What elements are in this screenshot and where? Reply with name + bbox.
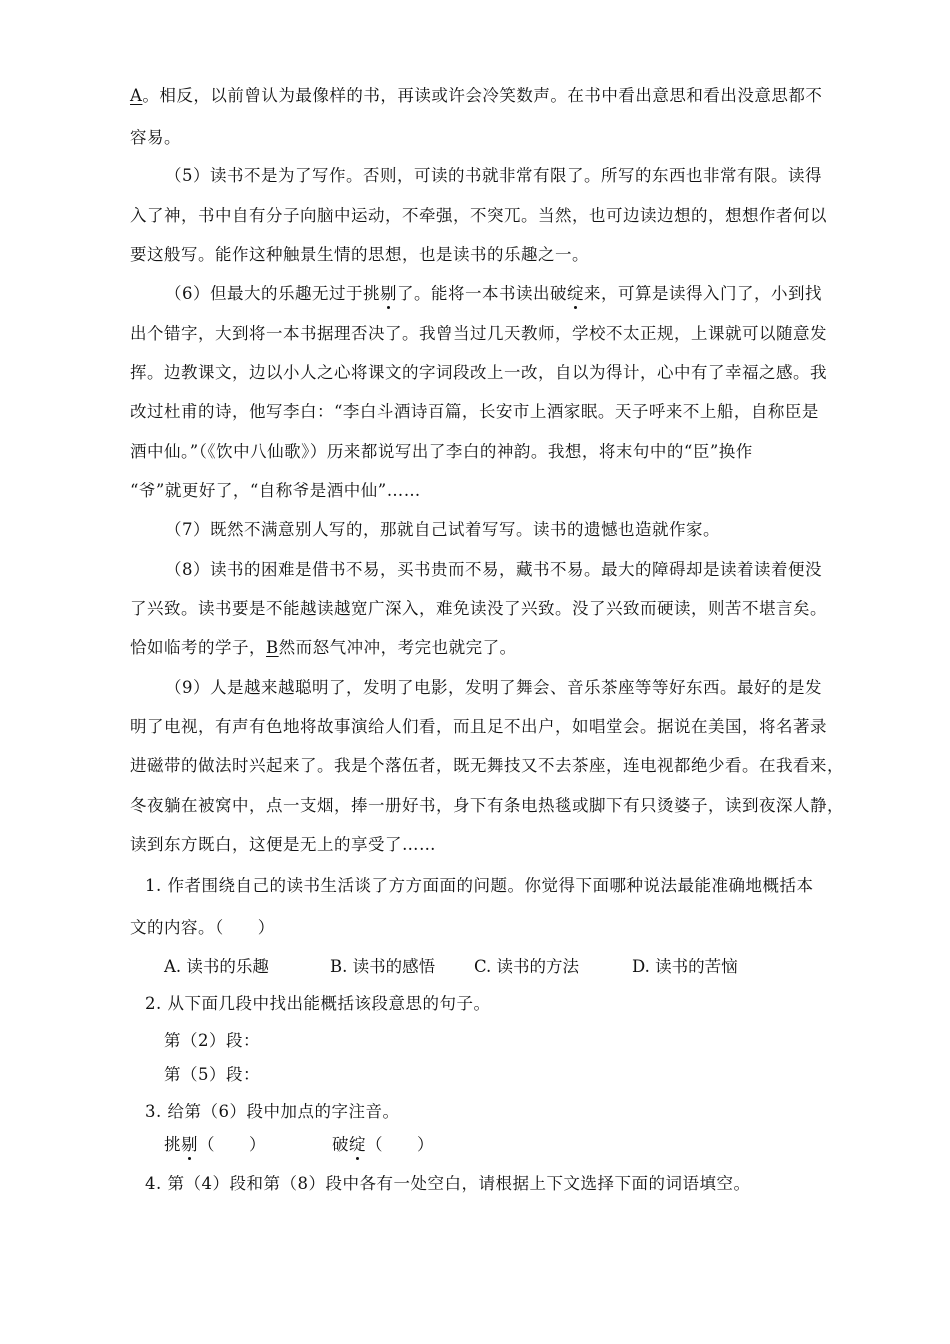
p4-line-2: 容易。 [130, 128, 181, 147]
question-3-word-2: 破绽（ ） [332, 1135, 434, 1154]
p9-line-3: 进磁带的做法时兴起来了。我是个落伍者，既无舞技又不去茶座，连电视都绝少看。在我看来， [130, 756, 844, 775]
p9-line-4: 冬夜躺在被窝中，点一支烟，捧一册好书，身下有条电热毯或脚下有只烫婆子，读到夜深人静， [130, 796, 844, 815]
dotted-char: 剔 [380, 284, 397, 303]
p5-line-1: （5）读书不是为了写作。否则，可读的书就非常有限了。所写的东西也非常有限。读得 [165, 166, 822, 185]
question-2-para-5: 第（5）段： [164, 1065, 260, 1084]
p9-line-1: （9）人是越来越聪明了，发明了电影，发明了舞会、音乐茶座等等好东西。最好的是发 [165, 678, 822, 697]
question-2-para-2: 第（2）段： [164, 1031, 260, 1050]
p8-line-3: 恰如临考的学子，B然而怒气冲冲，考完也就完了。 [130, 638, 517, 657]
dotted-char: 绽 [349, 1135, 366, 1154]
option-d: D. 读书的苦恼 [632, 957, 738, 976]
question-2: 2. 从下面几段中找出能概括该段意思的句子。 [145, 994, 491, 1013]
p4-line-1: A。相反，以前曾认为最像样的书，再读或许会冷笑数声。在书中看出意思和看出没意思都不 [130, 86, 823, 105]
p5-line-2: 入了神，书中自有分子向脑中运动，不牵强，不突兀。当然，也可边读边想的，想想作者何以 [130, 206, 827, 225]
dotted-char: 剔 [181, 1135, 198, 1154]
blank-a-marker: A [130, 86, 143, 105]
p6-line-3: 挥。边教课文，边以小人之心将课文的字词段改上一改，自以为得计，心中有了幸福之感。我 [130, 363, 827, 382]
p7-line-1: （7）既然不满意别人写的，那就自己试着写写。读书的遗憾也造就作家。 [165, 520, 720, 539]
p5-line-3: 要这般写。能作这种触景生情的思想，也是读书的乐趣之一。 [130, 245, 589, 264]
p6-line-2: 出个错字，大到将一本书据理否决了。我曾当过几天教师，学校不太正规，上课就可以随意发 [130, 324, 827, 343]
p9-line-2: 明了电视，有声有色地将故事演给人们看，而且足不出户，如唱堂会。据说在美国，将名著录 [130, 717, 827, 736]
question-1-line-2: 文的内容。（ ） [130, 918, 275, 937]
option-b: B. 读书的感悟 [330, 957, 436, 976]
dotted-char: 绽 [567, 284, 584, 303]
p6-line-4: 改过杜甫的诗，他写李白：“李白斗酒诗百篇，长安市上酒家眠。天子呼来不上船，自称臣是 [130, 402, 819, 421]
p6-line-6: “爷”就更好了，“自称爷是酒中仙”…… [130, 481, 421, 500]
p9-line-5: 读到东方既白，这便是无上的享受了…… [130, 835, 436, 854]
option-a: A. 读书的乐趣 [164, 957, 269, 976]
question-3-word-1: 挑剔（ ） [164, 1135, 266, 1154]
question-3: 3. 给第（6）段中加点的字注音。 [145, 1102, 400, 1121]
question-1: 1. 作者围绕自己的读书生活谈了方方面面的问题。你觉得下面哪种说法最能准确地概括本 [145, 876, 814, 895]
p6-line-1: （6）但最大的乐趣无过于挑剔了。能将一本书读出破绽来，可算是读得入门了，小到找 [165, 284, 822, 303]
p8-line-2: 了兴致。读书要是不能越读越宽广深入，难免读没了兴致。没了兴致而硬读，则苦不堪言矣。 [130, 599, 827, 618]
p6-line-5: 酒中仙。”（《饮中八仙歌》）历来都说写出了李白的神韵。我想，将末句中的“臣”换作 [130, 442, 753, 461]
question-4: 4. 第（4）段和第（8）段中各有一处空白，请根据上下文选择下面的词语填空。 [145, 1174, 751, 1193]
option-c: C. 读书的方法 [474, 957, 580, 976]
blank-b-marker: B [266, 638, 279, 657]
p8-line-1: （8）读书的困难是借书不易，买书贵而不易，藏书不易。最大的障碍却是读着读着便没 [165, 560, 822, 579]
